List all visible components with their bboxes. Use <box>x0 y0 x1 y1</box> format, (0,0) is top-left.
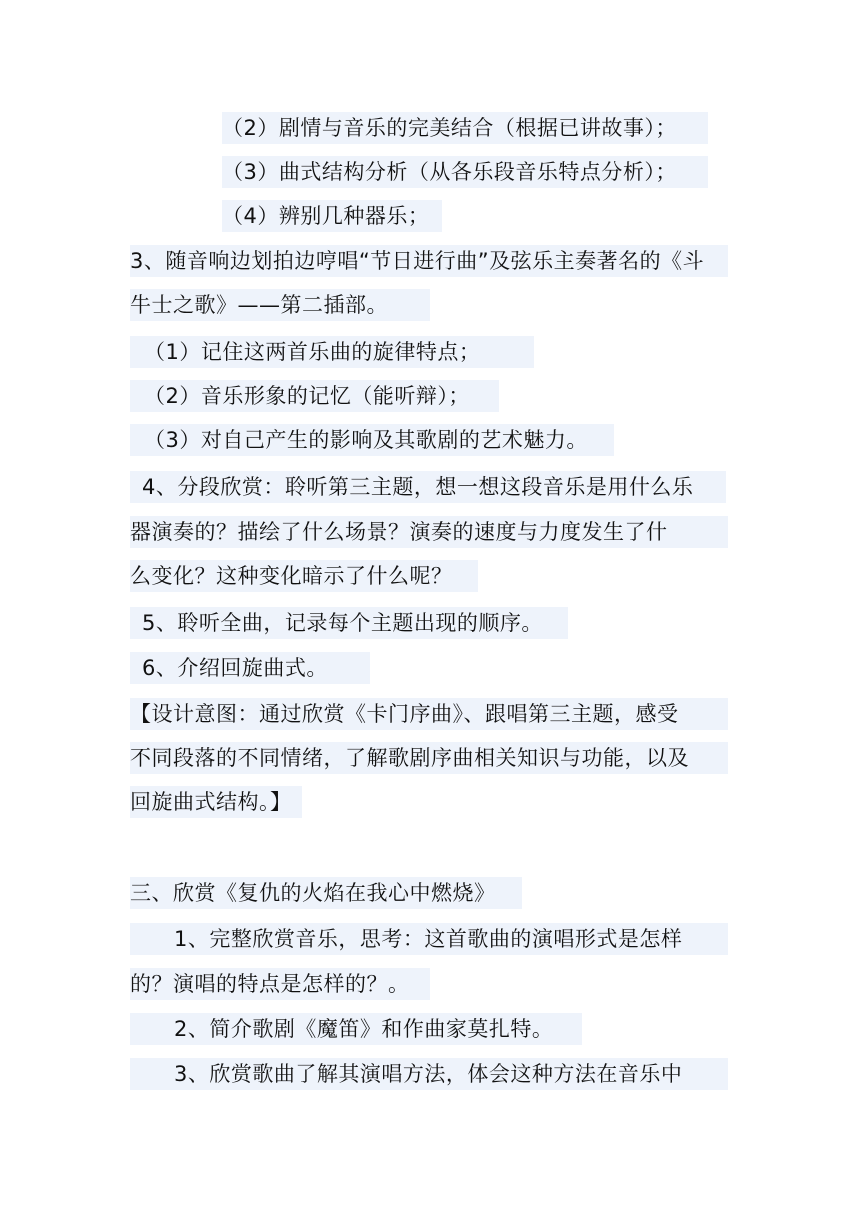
item-3-humming-line2: 牛士之歌》——第二插部。 <box>130 289 430 321</box>
section-3-item-3-line1: 3、欣赏歌曲了解其演唱方法，体会这种方法在音乐中 <box>130 1058 728 1090</box>
sub-item-1-melody: （1）记住这两首乐曲的旋律特点； <box>130 336 534 368</box>
item-5-listen: 5、聆听全曲，记录每个主题出现的顺序。 <box>130 607 568 639</box>
sub-item-3-structure: （3）曲式结构分析（从各乐段音乐特点分析）； <box>222 156 708 188</box>
item-4-segment-line3: 么变化？这种变化暗示了什么呢？ <box>130 560 478 592</box>
section-3-item-1-line1: 1、完整欣赏音乐，思考：这首歌曲的演唱形式是怎样 <box>130 923 728 955</box>
design-intent-line2: 不同段落的不同情绪，了解歌剧序曲相关知识与功能，以及 <box>130 742 728 774</box>
sub-item-4-instruments: （4）辨别几种器乐； <box>222 200 442 232</box>
item-4-segment-line1: 4、分段欣赏：聆听第三主题，想一想这段音乐是用什么乐 <box>130 471 726 503</box>
item-6-rondo: 6、介绍回旋曲式。 <box>130 652 370 684</box>
sub-item-2-plot-music: （2）剧情与音乐的完美结合（根据已讲故事）； <box>222 112 708 144</box>
section-3-item-2: 2、简介歌剧《魔笛》和作曲家莫扎特。 <box>130 1013 582 1045</box>
section-3-item-1-line2: 的？演唱的特点是怎样的？。 <box>130 968 430 1000</box>
section-3-heading: 三、欣赏《复仇的火焰在我心中燃烧》 <box>130 877 522 909</box>
sub-item-2-image-memory: （2）音乐形象的记忆（能听辩）； <box>130 380 499 412</box>
design-intent-line3: 回旋曲式结构。】 <box>130 786 302 818</box>
sub-item-3-influence: （3）对自己产生的影响及其歌剧的艺术魅力。 <box>130 424 614 456</box>
design-intent-line1: 【设计意图：通过欣赏《卡门序曲》、跟唱第三主题，感受 <box>130 698 728 730</box>
item-4-segment-line2: 器演奏的？描绘了什么场景？演奏的速度与力度发生了什 <box>130 516 728 548</box>
item-3-humming-line1: 3、随音响边划拍边哼唱“节日进行曲”及弦乐主奏著名的《斗 <box>130 245 728 277</box>
